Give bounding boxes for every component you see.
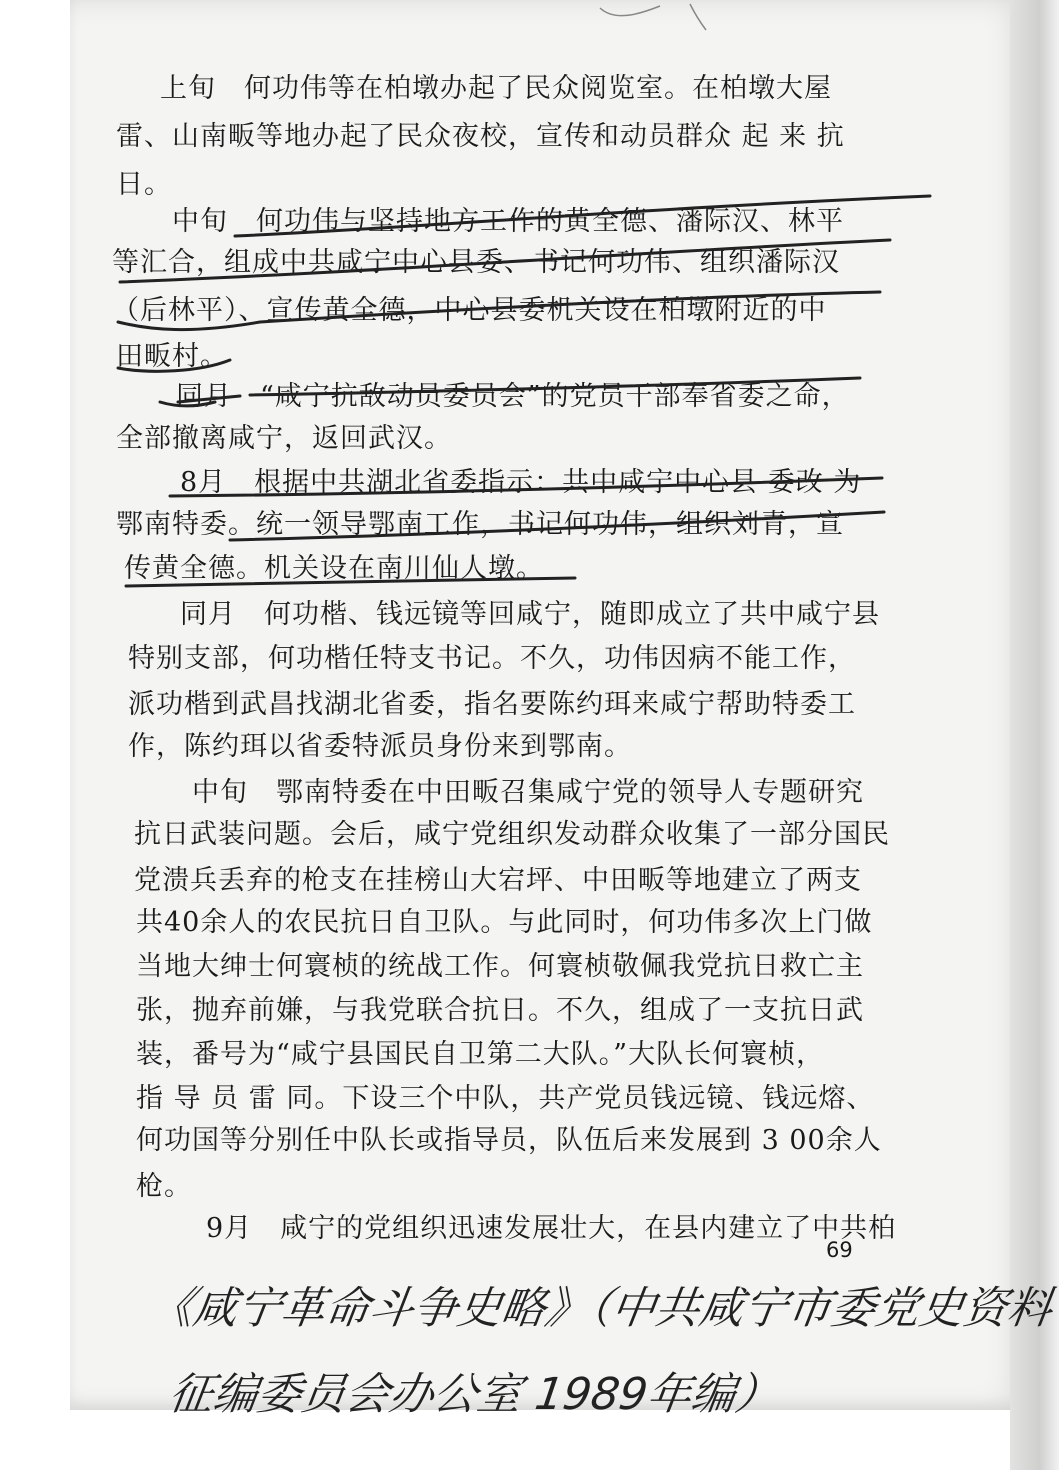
- text-line: 派功楷到武昌找湖北省委，指名要陈约珥来咸宁帮助特委工: [128, 689, 856, 720]
- text-line: 等汇合，组成中共咸宁中心县委、书记何功伟、组织潘际汉: [112, 247, 840, 278]
- text-line: 装，番号为“咸宁县国民自卫第二大队。”大队长何寰桢，: [136, 1039, 825, 1070]
- text-line: 田畈村。: [116, 341, 228, 372]
- text-line: 张，抛弃前嫌，与我党联合抗日。不久，组成了一支抗日武: [136, 995, 864, 1026]
- text-line: 共40余人的农民抗日自卫队。与此同时，何功伟多次上门做: [136, 907, 873, 938]
- text-line: 同月 何功楷、钱远镜等回咸宁，随即成立了共中咸宁县: [180, 599, 880, 630]
- text-line: 当地大绅士何寰桢的统战工作。何寰桢敬佩我党抗日救亡主: [136, 951, 864, 982]
- text-line: 中旬 鄂南特委在中田畈召集咸宁党的领导人专题研究: [192, 777, 864, 808]
- text-line: 鄂南特委。统一领导鄂南工作，书记何功伟，组织刘青，宣: [116, 509, 844, 540]
- text-line: 中旬 何功伟与坚持地方工作的黄全德、潘际汉、林平: [172, 206, 844, 237]
- text-line: 指 导 员 雷 同。下设三个中队，共产党员钱远镜、钱远熔、: [136, 1083, 875, 1114]
- text-line: （后林平）、宣传黄全德，中心县委机关设在柏墩附近的中: [112, 295, 827, 326]
- text-line: 日。: [116, 169, 172, 200]
- handwritten-note-line-1: 《咸宁革命斗争史略》（中共咸宁市委党史资料: [145, 1283, 1055, 1334]
- text-line: 9月 咸宁的党组织迅速发展壮大，在县内建立了中共柏: [206, 1213, 897, 1244]
- handwritten-note-line-2: 征编委员会办公室 1989年编）: [165, 1369, 783, 1420]
- text-line: 作，陈约珥以省委特派员身份来到鄂南。: [128, 731, 632, 762]
- page-number: 69: [826, 1238, 853, 1262]
- text-line: 传黄全德。机关设在南川仙人墩。: [124, 553, 544, 584]
- text-line: 枪。: [136, 1171, 192, 1202]
- text-line: 何功国等分别任中队长或指导员，队伍后来发展到 3 00余人: [136, 1125, 882, 1156]
- page-edge-shadow: [1010, 0, 1059, 1470]
- text-line: 雷、山南畈等地办起了民众夜校，宣传和动员群众 起 来 抗: [116, 121, 845, 152]
- text-line: 党溃兵丢弃的枪支在挂榜山大宕坪、中田畈等地建立了两支: [134, 865, 862, 896]
- text-line: 特别支部，何功楷任特支书记。不久，功伟因病不能工作，: [128, 643, 856, 674]
- text-line: 抗日武装问题。会后，咸宁党组织发动群众收集了一部分国民: [134, 819, 890, 850]
- text-line: 8月 根据中共湖北省委指示：共中咸宁中心县 委改 为: [180, 467, 862, 498]
- text-line: 全部撤离咸宁，返回武汉。: [116, 423, 452, 454]
- text-line: 同月 “咸宁抗敌动员委员会”的党员干部奉省委之命，: [176, 381, 850, 412]
- text-line: 上旬 何功伟等在柏墩办起了民众阅览室。在柏墩大屋: [160, 73, 832, 104]
